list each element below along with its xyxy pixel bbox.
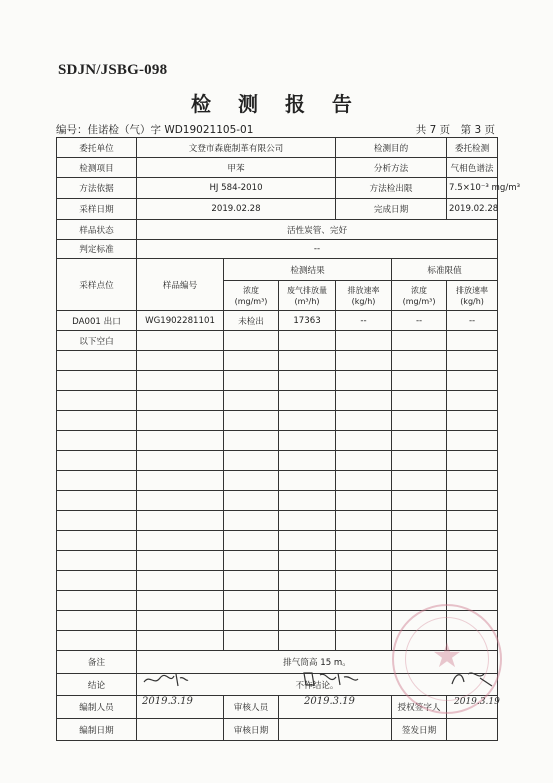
report-table: [56, 137, 521, 741]
report-title: 检 测 报 告: [191, 92, 362, 116]
empty-row: [57, 391, 498, 411]
preparer-label: 编制人员: [57, 696, 137, 719]
empty-row: [57, 371, 498, 391]
limit-value: 7.5×10⁻³ mg/m³: [447, 178, 498, 199]
review-date-value: [279, 719, 392, 741]
item-value: 甲苯: [137, 158, 336, 178]
empty-row: [57, 511, 498, 531]
client-value: 文登市森鹿制革有限公司: [137, 138, 336, 158]
empty-row: [57, 351, 498, 371]
empty-row: [57, 631, 498, 651]
blank-note: 以下空白: [57, 331, 137, 351]
empty-row: [57, 411, 498, 431]
empty-row: [57, 491, 498, 511]
col-sample-number: 样品编号: [137, 259, 224, 311]
empty-row: [57, 471, 498, 491]
preparer-signature-cell: [137, 696, 224, 719]
sample-date-value: 2019.02.28: [137, 199, 336, 220]
col-sampling-point: 采样点位: [57, 259, 137, 311]
item-label: 检测项目: [57, 158, 137, 178]
cell-concentration: 未检出: [224, 311, 279, 331]
empty-row: [57, 571, 498, 591]
purpose-value: 委托检测: [447, 138, 498, 158]
page-info: 共 7 页 第 3 页: [415, 124, 495, 136]
cell-sample-no: WG1902281101: [137, 311, 224, 331]
sample-date-label: 采样日期: [57, 199, 137, 220]
method-value: 气相色谱法: [447, 158, 498, 178]
document-code: SDJN/JSBG-098: [58, 62, 168, 78]
group-test-result: 检测结果: [224, 259, 392, 281]
cell-flow: 17363: [279, 311, 336, 331]
empty-row: [57, 451, 498, 471]
prep-date-value: [137, 719, 224, 741]
purpose-label: 检测目的: [336, 138, 447, 158]
remark-value: 排气筒高 15 m。: [137, 651, 498, 674]
client-label: 委托单位: [57, 138, 137, 158]
sign-date-value: [447, 719, 498, 741]
cell-rate: --: [336, 311, 392, 331]
review-date-label: 审核日期: [224, 719, 279, 741]
empty-row: [57, 431, 498, 451]
sign-date-handwritten: 2019.3.19: [454, 697, 500, 707]
sign-date-label: 签发日期: [392, 719, 447, 741]
finish-date-label: 完成日期: [336, 199, 447, 220]
empty-row: [57, 611, 498, 631]
sub-exhaust-flow: 废气排放量 (m³/h): [279, 281, 336, 311]
seal-star-icon: ★: [431, 636, 463, 676]
method-label: 分析方法: [336, 158, 447, 178]
prep-date-label: 编制日期: [57, 719, 137, 741]
report-number: 编号：佳诺检（气）字 WD19021105-01: [56, 124, 254, 136]
finish-date-value: 2019.02.28: [447, 199, 498, 220]
basis-value: HJ 584-2010: [137, 178, 336, 199]
standard-value: --: [137, 240, 498, 259]
cell-std-rate: --: [447, 311, 498, 331]
conclusion-label: 结论: [57, 674, 137, 696]
limit-label: 方法检出限: [336, 178, 447, 199]
remark-label: 备注: [57, 651, 137, 674]
table-row: [57, 311, 498, 331]
sample-state-label: 样品状态: [57, 220, 137, 240]
sub-concentration: 浓度 (mg/m³): [224, 281, 279, 311]
cell-point: DA001 出口: [57, 311, 137, 331]
empty-row: [57, 551, 498, 571]
approver-label: 授权签字人: [392, 696, 447, 719]
sub-emission-rate: 排放速率 (kg/h): [336, 281, 392, 311]
empty-row: [57, 591, 498, 611]
approver-signature-cell: [447, 696, 498, 719]
sub-limit-rate: 排放速率 (kg/h): [447, 281, 498, 311]
reviewer-signature-cell: [279, 696, 392, 719]
prep-date-handwritten: 2019.3.19: [142, 696, 193, 707]
conclusion-value: 不作结论。: [137, 674, 498, 696]
reviewer-label: 审核人员: [224, 696, 279, 719]
empty-row: [57, 531, 498, 551]
standard-label: 判定标准: [57, 240, 137, 259]
cell-std-concentration: --: [392, 311, 447, 331]
basis-label: 方法依据: [57, 178, 137, 199]
sample-state-value: 活性炭管、完好: [137, 220, 498, 240]
table-row: [57, 331, 498, 351]
sub-limit-concentration: 浓度 (mg/m³): [392, 281, 447, 311]
group-standard-limit: 标准限值: [392, 259, 498, 281]
review-date-handwritten: 2019.3.19: [304, 696, 355, 707]
